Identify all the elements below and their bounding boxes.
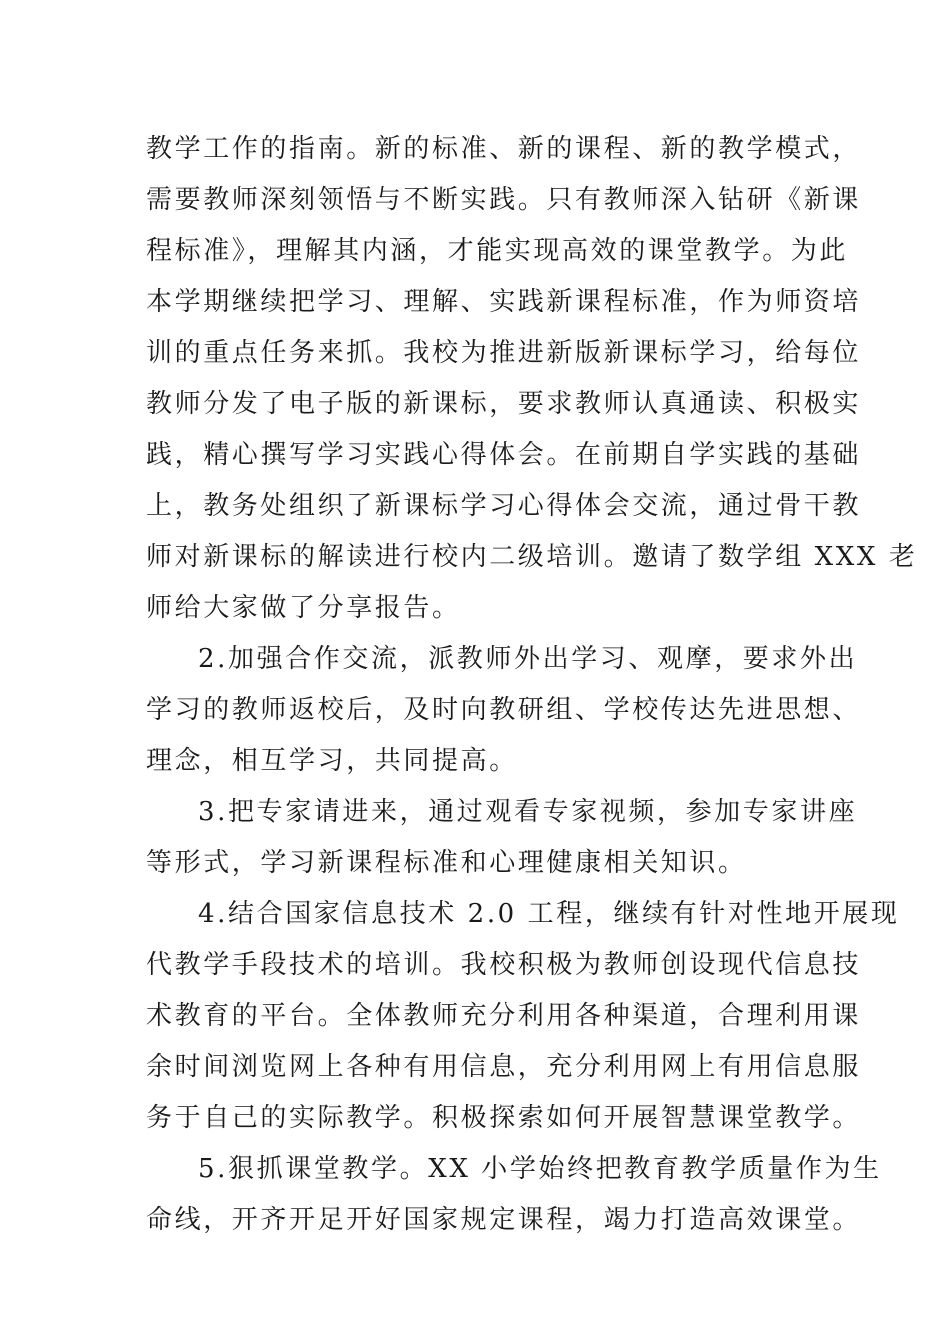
text-line: 务于自己的实际教学。积极探索如何开展智慧课堂教学。 xyxy=(146,1103,862,1133)
text-line: 师对新课标的解读进行校内二级培训。邀请了数学组 XXX 老 xyxy=(146,542,918,572)
text-line: 术教育的平台。全体教师充分利用各种渠道，合理利用课 xyxy=(146,1001,862,1031)
paragraph-3-first-line: 3.把专家请进来，通过观看专家视频，参加专家讲座 xyxy=(198,797,858,827)
text-line: 代教学手段技术的培训。我校积极为教师创设现代信息技 xyxy=(146,950,862,980)
text-line: 教师分发了电子版的新课标，要求教师认真通读、积极实 xyxy=(146,389,862,419)
text-line: 理念，相互学习，共同提高。 xyxy=(146,746,518,776)
text-line: 践，精心撰写学习实践心得体会。在前期自学实践的基础 xyxy=(146,440,862,470)
paragraph-5-first-line: 5.狠抓课堂教学。XX 小学始终把教育教学质量作为生 xyxy=(198,1154,882,1184)
body-text xyxy=(146,124,918,1246)
paragraph-2-first-line: 2.加强合作交流，派教师外出学习、观摩，要求外出 xyxy=(198,644,858,674)
text-line: 等形式，学习新课程标准和心理健康相关知识。 xyxy=(146,848,747,878)
text-line: 余时间浏览网上各种有用信息，充分利用网上有用信息服 xyxy=(146,1052,862,1082)
paragraph-4-first-line: 4.结合国家信息技术 2.0 工程，继续有针对性地开展现 xyxy=(198,899,900,929)
text-line: 命线，开齐开足开好国家规定课程，竭力打造高效课堂。 xyxy=(146,1205,862,1235)
text-line: 需要教师深刻领悟与不断实践。只有教师深入钻研《新课 xyxy=(146,185,862,215)
text-line: 师给大家做了分享报告。 xyxy=(146,593,461,623)
text-line: 学习的教师返校后，及时向教研组、学校传达先进思想、 xyxy=(146,695,862,725)
text-line: 程标准》，理解其内涵，才能实现高效的课堂教学。为此 xyxy=(146,236,849,266)
text-line: 本学期继续把学习、理解、实践新课程标准，作为师资培 xyxy=(146,287,862,317)
text-line: 训的重点任务来抓。我校为推进新版新课标学习，给每位 xyxy=(146,338,862,368)
text-line: 上，教务处组织了新课标学习心得体会交流，通过骨干教 xyxy=(146,491,862,521)
text-line: 教学工作的指南。新的标准、新的课程、新的教学模式， xyxy=(146,134,862,164)
